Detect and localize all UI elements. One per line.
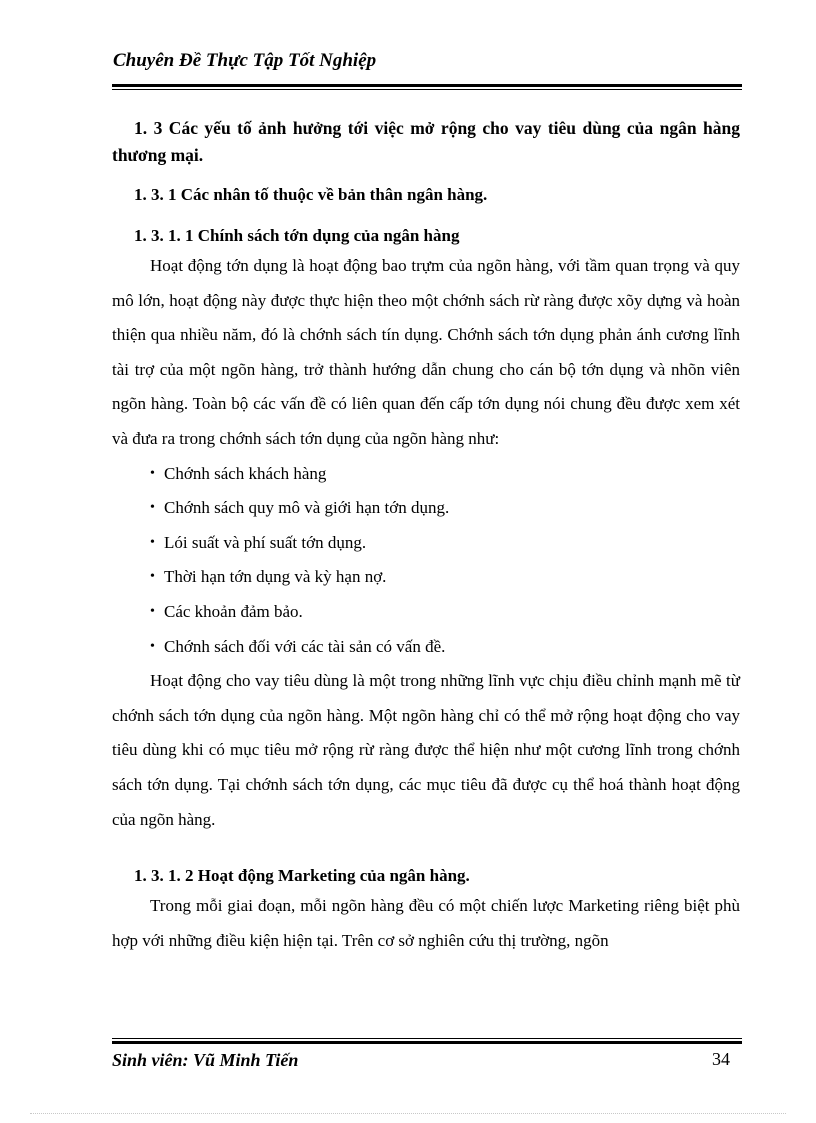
section-heading-1-3-1-2: 1. 3. 1. 2 Hoạt động Marketing của ngân hàng. bbox=[134, 866, 470, 886]
section-heading-1-3-1: 1. 3. 1 Các nhân tố thuộc về bản thân ngân hàng. bbox=[134, 185, 488, 204]
paragraph-marketing: Trong mỗi giai đoạn, mỗi ngõn hàng đều có một chiến lược Marketing riêng biệt phù hợp với những điều kiện hiện tại. Trên cơ sở nghiên cứu thị trường, ngõn bbox=[112, 896, 740, 950]
footer-rule-thin bbox=[112, 1038, 742, 1039]
list-item: • Chớnh sách đối với các tài sản có vấn đề. bbox=[150, 630, 740, 665]
paragraph-credit-policy: Hoạt động tớn dụng là hoạt động bao trựm của ngõn hàng, với tầm quan trọng và quy mô lớn, hoạt động này được thực hiện theo một chớnh sách rừ ràng được xõy dựng và hoàn thiện qua nhiều năm, đó là chớnh sách tín dụng. Chớnh sách tớn dụng phản ánh cương lĩnh tài trợ của một ngõn hàng, trở thành hướng dẫn chung cho cán bộ tớn dụng và nhõn viên ngõn hàng. Toàn bộ các vấn đề có liên quan đến cấp tớn dụng nói chung đều được xem xét và đưa ra trong chớnh sách tớn dụng của ngõn hàng như: bbox=[112, 256, 740, 448]
bullet-icon: • bbox=[150, 534, 155, 550]
bullet-icon: • bbox=[150, 569, 155, 585]
bullet-icon: • bbox=[150, 638, 155, 654]
section-heading-1-3-1-1: 1. 3. 1. 1 Chính sách tớn dụng của ngân hàng bbox=[134, 226, 460, 245]
list-item: • Chớnh sách quy mô và giới hạn tớn dụng. bbox=[150, 491, 740, 526]
section-heading-1-3: 1. 3 Các yếu tố ảnh hưởng tới việc mở rộng cho vay tiêu dùng của ngân hàng thương mại. bbox=[112, 118, 740, 165]
footer-author: Sinh viên: Vũ Minh Tiến bbox=[112, 1050, 299, 1070]
bullet-list bbox=[112, 457, 740, 665]
list-item: • Các khoản đảm bảo. bbox=[150, 595, 740, 630]
bullet-icon: • bbox=[150, 603, 155, 619]
bullet-icon: • bbox=[150, 500, 155, 516]
header-rule-thin bbox=[112, 89, 742, 90]
footer-rule-thick bbox=[112, 1041, 742, 1044]
bullet-icon: • bbox=[150, 465, 155, 481]
page-number: 34 bbox=[712, 1049, 730, 1069]
header-title: Chuyên Đề Thực Tập Tốt Nghiệp bbox=[113, 50, 377, 71]
list-item: • Thời hạn tớn dụng và kỳ hạn nợ. bbox=[150, 560, 740, 595]
paragraph-consumer-lending: Hoạt động cho vay tiêu dùng là một trong những lĩnh vực chịu điều chỉnh mạnh mẽ từ chớnh sách tớn dụng của ngõn hàng. Một ngõn hàng chỉ có thể mở rộng hoạt động cho vay tiêu dùng khi có mục tiêu mở rộng rừ ràng được thể hiện như một cương lĩnh trong chớnh sách tớn dụng. Tại chớnh sách tớn dụng, các mục tiêu đã được cụ thể hoá thành hoạt động của ngõn hàng. bbox=[112, 671, 740, 829]
list-item: • Lói suất và phí suất tớn dụng. bbox=[150, 526, 740, 561]
document-body bbox=[112, 115, 740, 958]
list-item: • Chớnh sách khách hàng bbox=[150, 457, 740, 492]
page-bottom-border bbox=[30, 1113, 786, 1114]
paragraph-spacer bbox=[112, 837, 740, 849]
header-rule-thick bbox=[112, 84, 742, 87]
